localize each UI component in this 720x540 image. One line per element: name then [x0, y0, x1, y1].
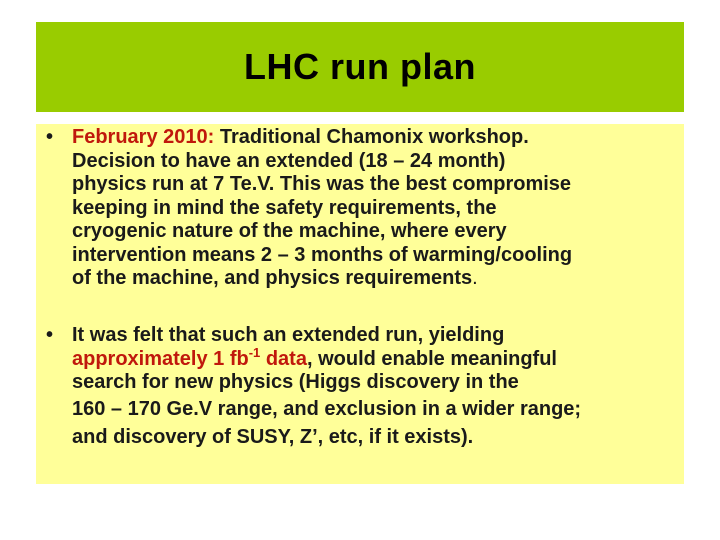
bullet-1-line-4: keeping in mind the safety requirements, the	[72, 196, 497, 219]
bullet-2-line-1: It was felt that such an extended run, yielding	[72, 324, 505, 346]
bullet-1-line-3: physics run at 7 Te.V. This was the best compromise	[72, 173, 572, 195]
bullet-2-text	[72, 324, 678, 451]
superscript-exponent: -1	[248, 344, 261, 360]
bullet-2-line-4: 160 – 170 Ge.V range, and exclusion in a wider range;	[72, 397, 582, 420]
approx-text: approximately 1 fb	[72, 347, 249, 370]
luminosity-highlight	[72, 344, 307, 370]
bullet-1-line-7-text: of the machine, and physics requirements	[72, 267, 473, 289]
bullet-marker: •	[46, 126, 54, 148]
bullet-1-line-7	[72, 267, 678, 291]
bullet-1-line-6: intervention means 2 – 3 months of warming/cooling	[72, 243, 573, 266]
bullet-1-tail: .	[472, 267, 478, 289]
content-box	[36, 124, 684, 484]
bullet-2-line-5: and discovery of SUSY, Z’, etc, if it exists).	[72, 425, 474, 448]
bullet-item-2	[36, 324, 684, 451]
slide-title: LHC run plan	[244, 46, 476, 87]
bullet-1-lead: Traditional Chamonix workshop.	[214, 126, 529, 148]
bullet-2-line-2	[72, 344, 678, 372]
bullet-2-line-3: search for new physics (Higgs discovery in the	[72, 371, 519, 393]
bullet-marker: •	[46, 324, 54, 346]
bullet-1-text	[72, 126, 678, 291]
bullet-2-rest: , would enable meaningful	[306, 347, 557, 370]
bullet-1-line-1	[72, 126, 678, 150]
bullet-1-line-5: cryogenic nature of the machine, where every	[72, 220, 507, 242]
bullet-item-1	[36, 126, 684, 291]
title-bar	[36, 22, 684, 112]
date-highlight: February 2010:	[72, 126, 215, 148]
bullet-1-line-2: Decision to have an extended (18 – 24 month)	[72, 149, 506, 172]
data-word: data	[260, 347, 307, 370]
